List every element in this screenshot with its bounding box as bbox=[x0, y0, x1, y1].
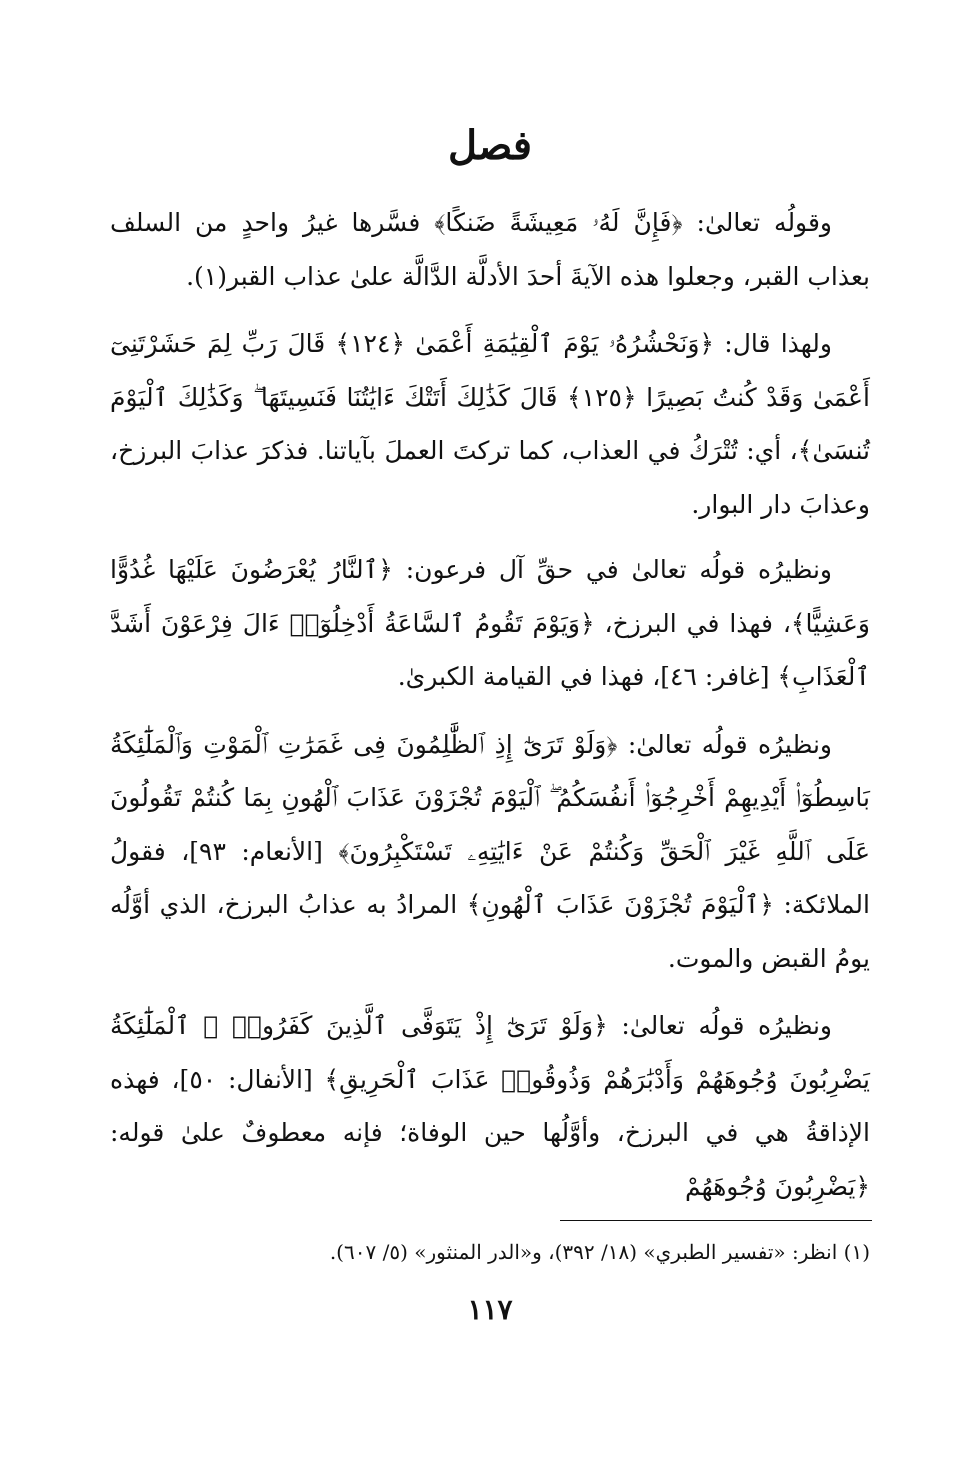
footnote: (١) انظر: «تفسير الطبري» (١٨/ ٣٩٢)، و«الدر المنثور» (٥/ ٦٠٧). bbox=[329, 1240, 870, 1264]
paragraph-5: ونظيرُه قولُه تعالىٰ: ﴿وَلَوْ تَرَىٰٓ إِذْ يَتَوَفَّى ٱلَّذِينَ كَفَرُوا۟ ۙ ٱلْمَلَٰٓئِكَةُ يَضْرِبُونَ وُجُوهَهُمْ وَأَدْبَٰرَهُمْ وَذُوقُوا۟ عَذَابَ ٱلْحَرِيقِ﴾ [الأنفال: ٥٠]، فهذه الإذاقةُ هي في البرزخ، وأوَّلُها حين الوفاة؛ فإنه معطوفٌ علىٰ قوله: ﴿يَضْرِبُونَ وُجُوهَهُمْ bbox=[110, 1011, 870, 1201]
paragraph-3: ونظيرُه قولُه تعالىٰ في حقِّ آل فرعون: ﴿ٱلنَّارُ يُعْرَضُونَ عَلَيْهَا غُدُوًّا وَعَشِيًّا﴾، فهذا في البرزخ، ﴿وَيَوْمَ تَقُومُ ٱلسَّاعَةُ أَدْخِلُوٓا۟ ءَالَ فِرْعَوْنَ أَشَدَّ ٱلْعَذَابِ﴾ [غافر: ٤٦]، فهذا في القيامة الكبرىٰ. bbox=[110, 555, 870, 691]
page-number: ١١٧ bbox=[467, 1293, 513, 1326]
paragraph-4: ونظيرُه قولُه تعالىٰ: ﴿وَلَوْ تَرَىٰٓ إِذِ ٱلظَّٰلِمُونَ فِى غَمَرَٰتِ ٱلْمَوْتِ وَٱلْمَلَٰٓئِكَةُ بَاسِطُوٓا۟ أَيْدِيهِمْ أَخْرِجُوٓا۟ أَنفُسَكُمُ ۖ ٱلْيَوْمَ تُجْزَوْنَ عَذَابَ ٱلْهُونِ بِمَا كُنتُمْ تَقُولُونَ عَلَى ٱللَّهِ غَيْرَ ٱلْحَقِّ وَكُنتُمْ عَنْ ءَايَٰتِهِۦ تَسْتَكْبِرُونَ﴾ [الأنعام: ٩٣]، فقولُ الملائكة: ﴿ٱلْيَوْمَ تُجْزَوْنَ عَذَابَ ٱلْهُونِ﴾ المرادُ به عذابُ البرزخ، الذي أوَّلُه يومُ القبض والموت. bbox=[110, 729, 870, 973]
paragraph-2: ولهذا قال: ﴿وَنَحْشُرُهُۥ يَوْمَ ٱلْقِيَٰمَةِ أَعْمَىٰ ﴿١٢٤﴾ قَالَ رَبِّ لِمَ حَشَرْتَنِىٓ أَعْمَىٰ وَقَدْ كُنتُ بَصِيرًا ﴿١٢٥﴾ قَالَ كَذَٰلِكَ أَتَتْكَ ءَايَٰتُنَا فَنَسِيتَهَا ۖ وَكَذَٰلِكَ ٱلْيَوْمَ تُنسَىٰ﴾، أي: تُتْرَكُ في العذاب، كما تركتَ العملَ بآياتنا. فذكرَ عذابَ البرزخ، وعذابَ دار البوار. bbox=[110, 329, 870, 519]
footnote-divider bbox=[560, 1220, 872, 1221]
paragraph-1: وقولُه تعالىٰ: ﴿فَإِنَّ لَهُۥ مَعِيشَةً ضَنكًا﴾ فسَّرها غيرُ واحدٍ من السلف بعذاب القبر، وجعلوا هذه الآيةَ أحدَ الأدلَّة الدَّالَّة علىٰ عذاب القبر(١). bbox=[110, 208, 870, 291]
section-heading: فصل bbox=[447, 122, 533, 169]
body-text bbox=[110, 196, 870, 1227]
